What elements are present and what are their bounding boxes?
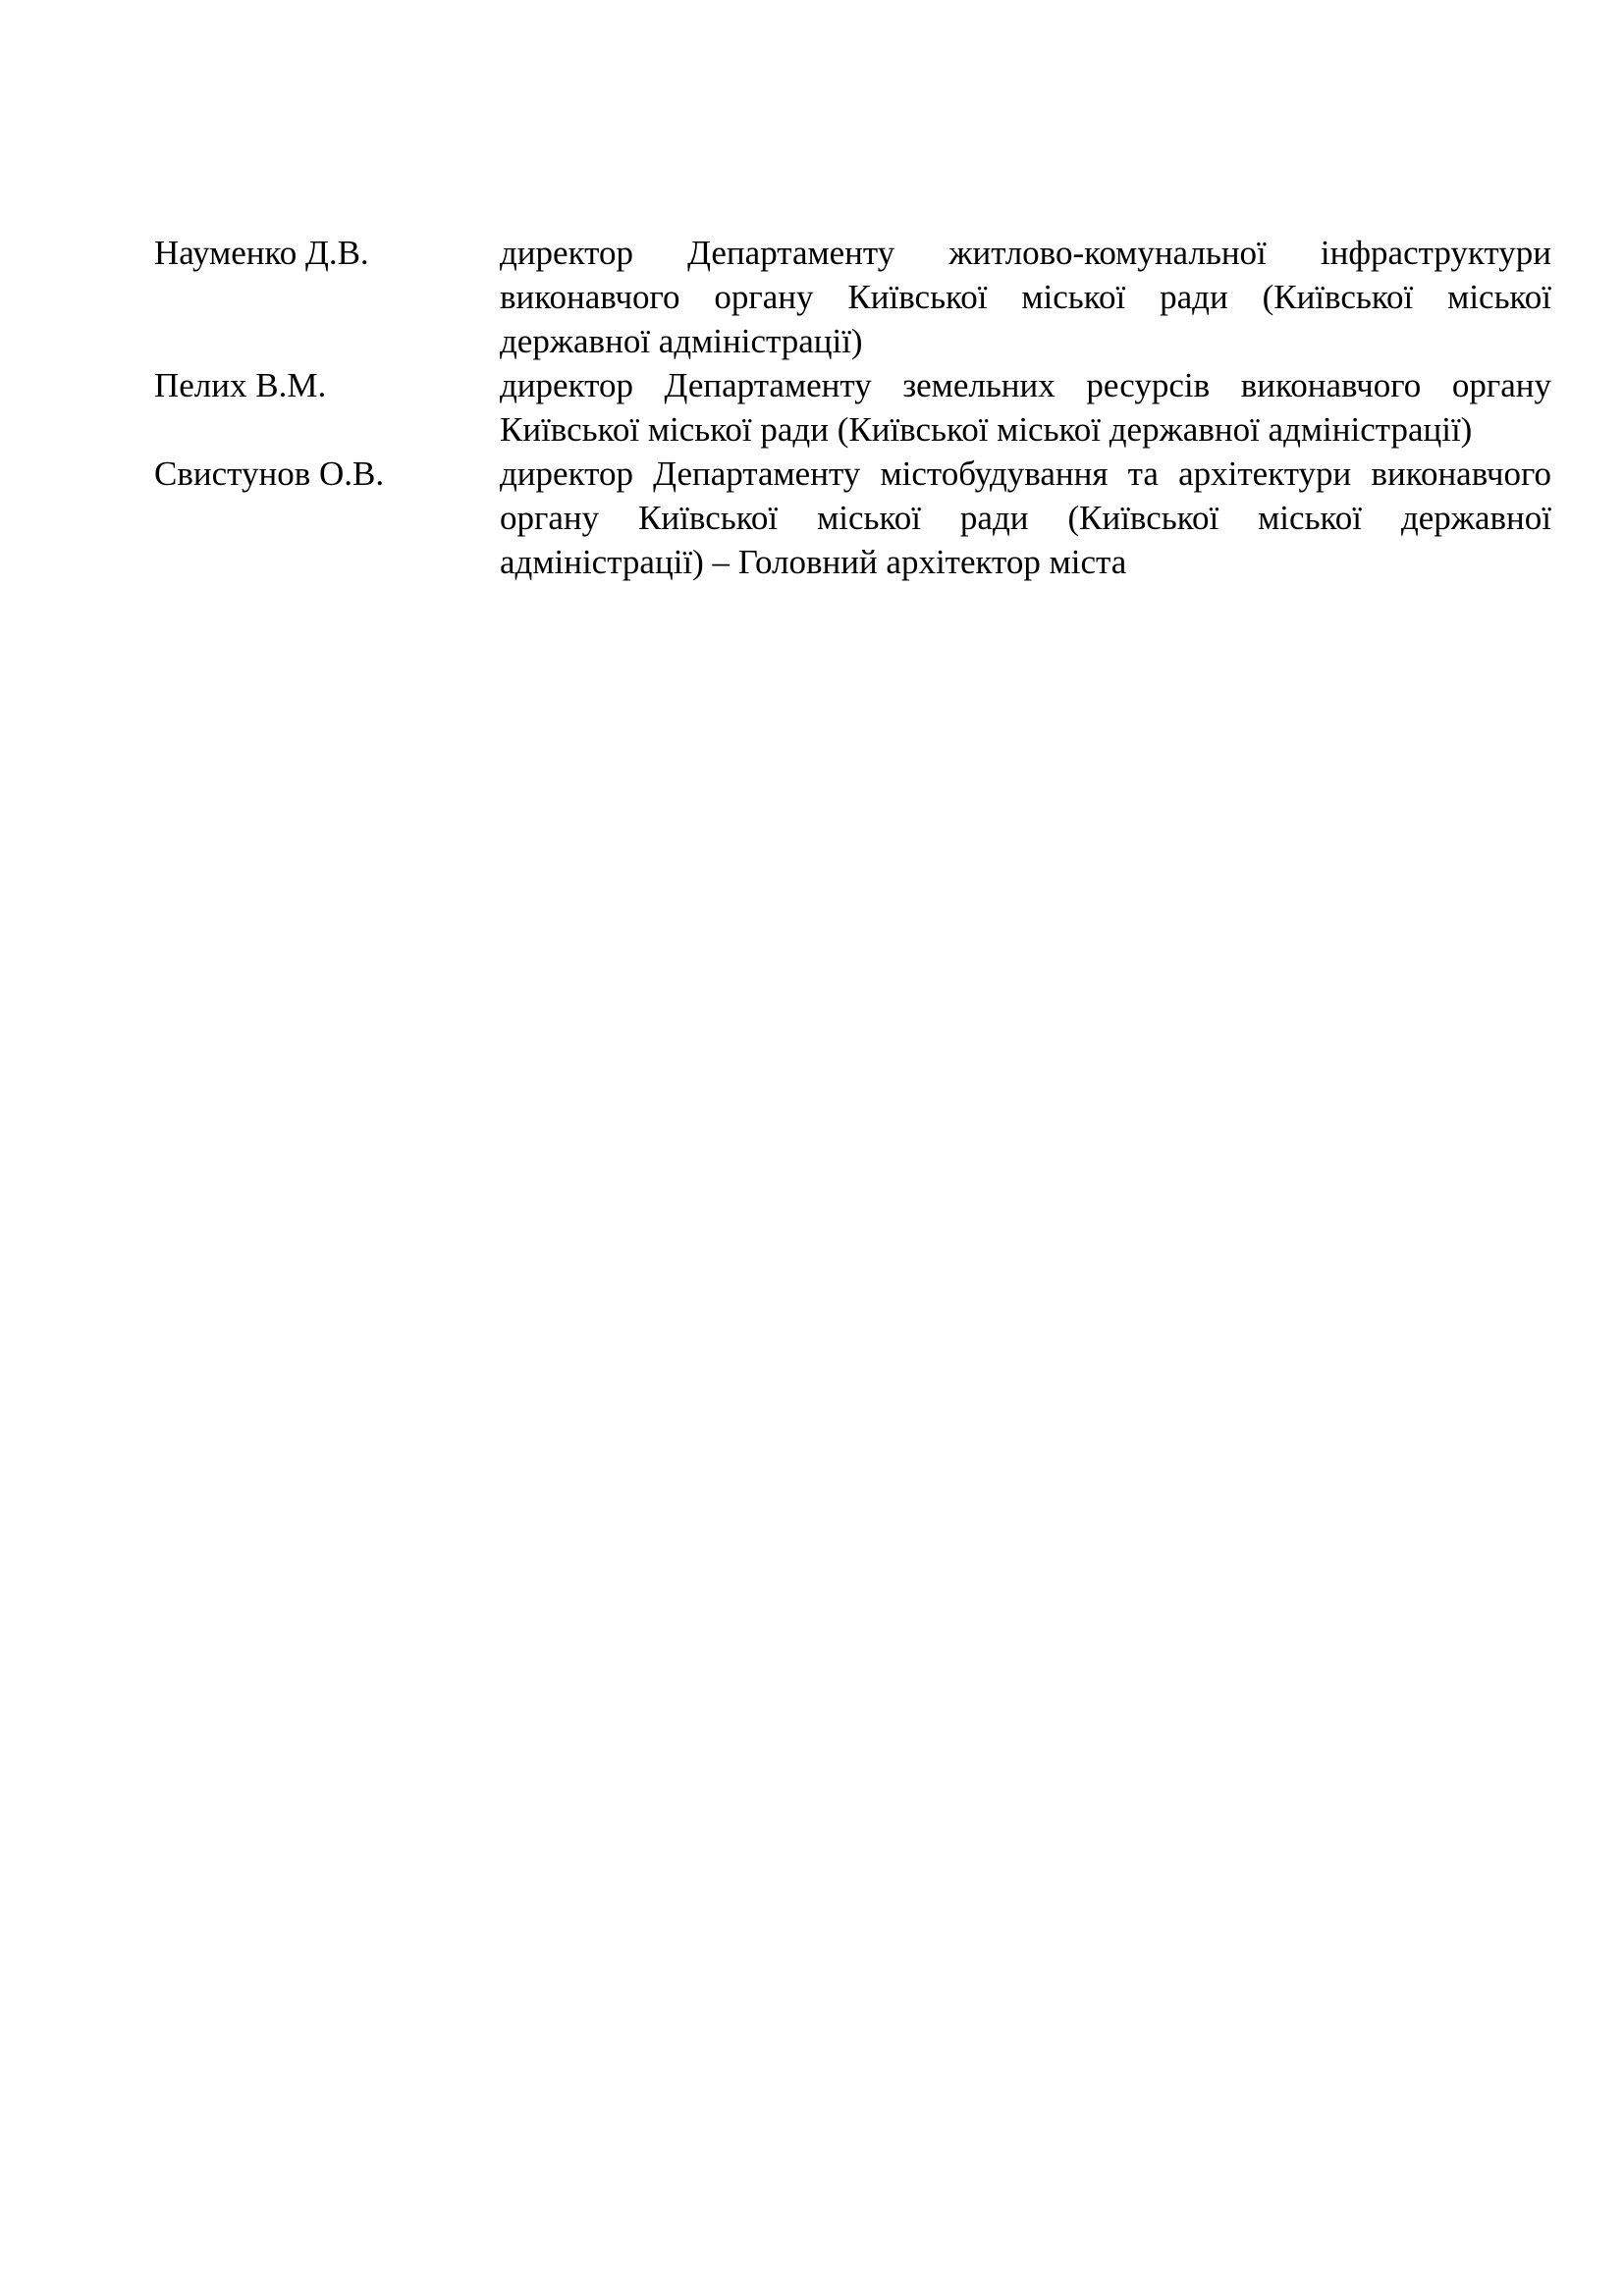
member-row <box>154 363 1551 452</box>
member-name: Свистунов О.В. <box>154 454 385 493</box>
member-name: Пелих В.М. <box>154 366 327 404</box>
member-row <box>154 452 1551 584</box>
members-list <box>154 231 1551 584</box>
member-position: директор Департаменту містобудування та архітектури виконавчого органу Київської міської ради (Київської міської державної адміністрації) – Головний архітектор міста <box>500 454 1551 581</box>
member-position: директор Департаменту земельних ресурсів виконавчого органу Київської міської ради (Київської міської державної адміністрації) <box>500 366 1551 449</box>
member-position: директор Департаменту житлово-комунальної інфраструктури виконавчого органу Київської міської ради (Київської міської державної адміністрації) <box>500 234 1551 360</box>
member-row <box>154 231 1551 363</box>
member-name: Науменко Д.В. <box>154 234 369 272</box>
